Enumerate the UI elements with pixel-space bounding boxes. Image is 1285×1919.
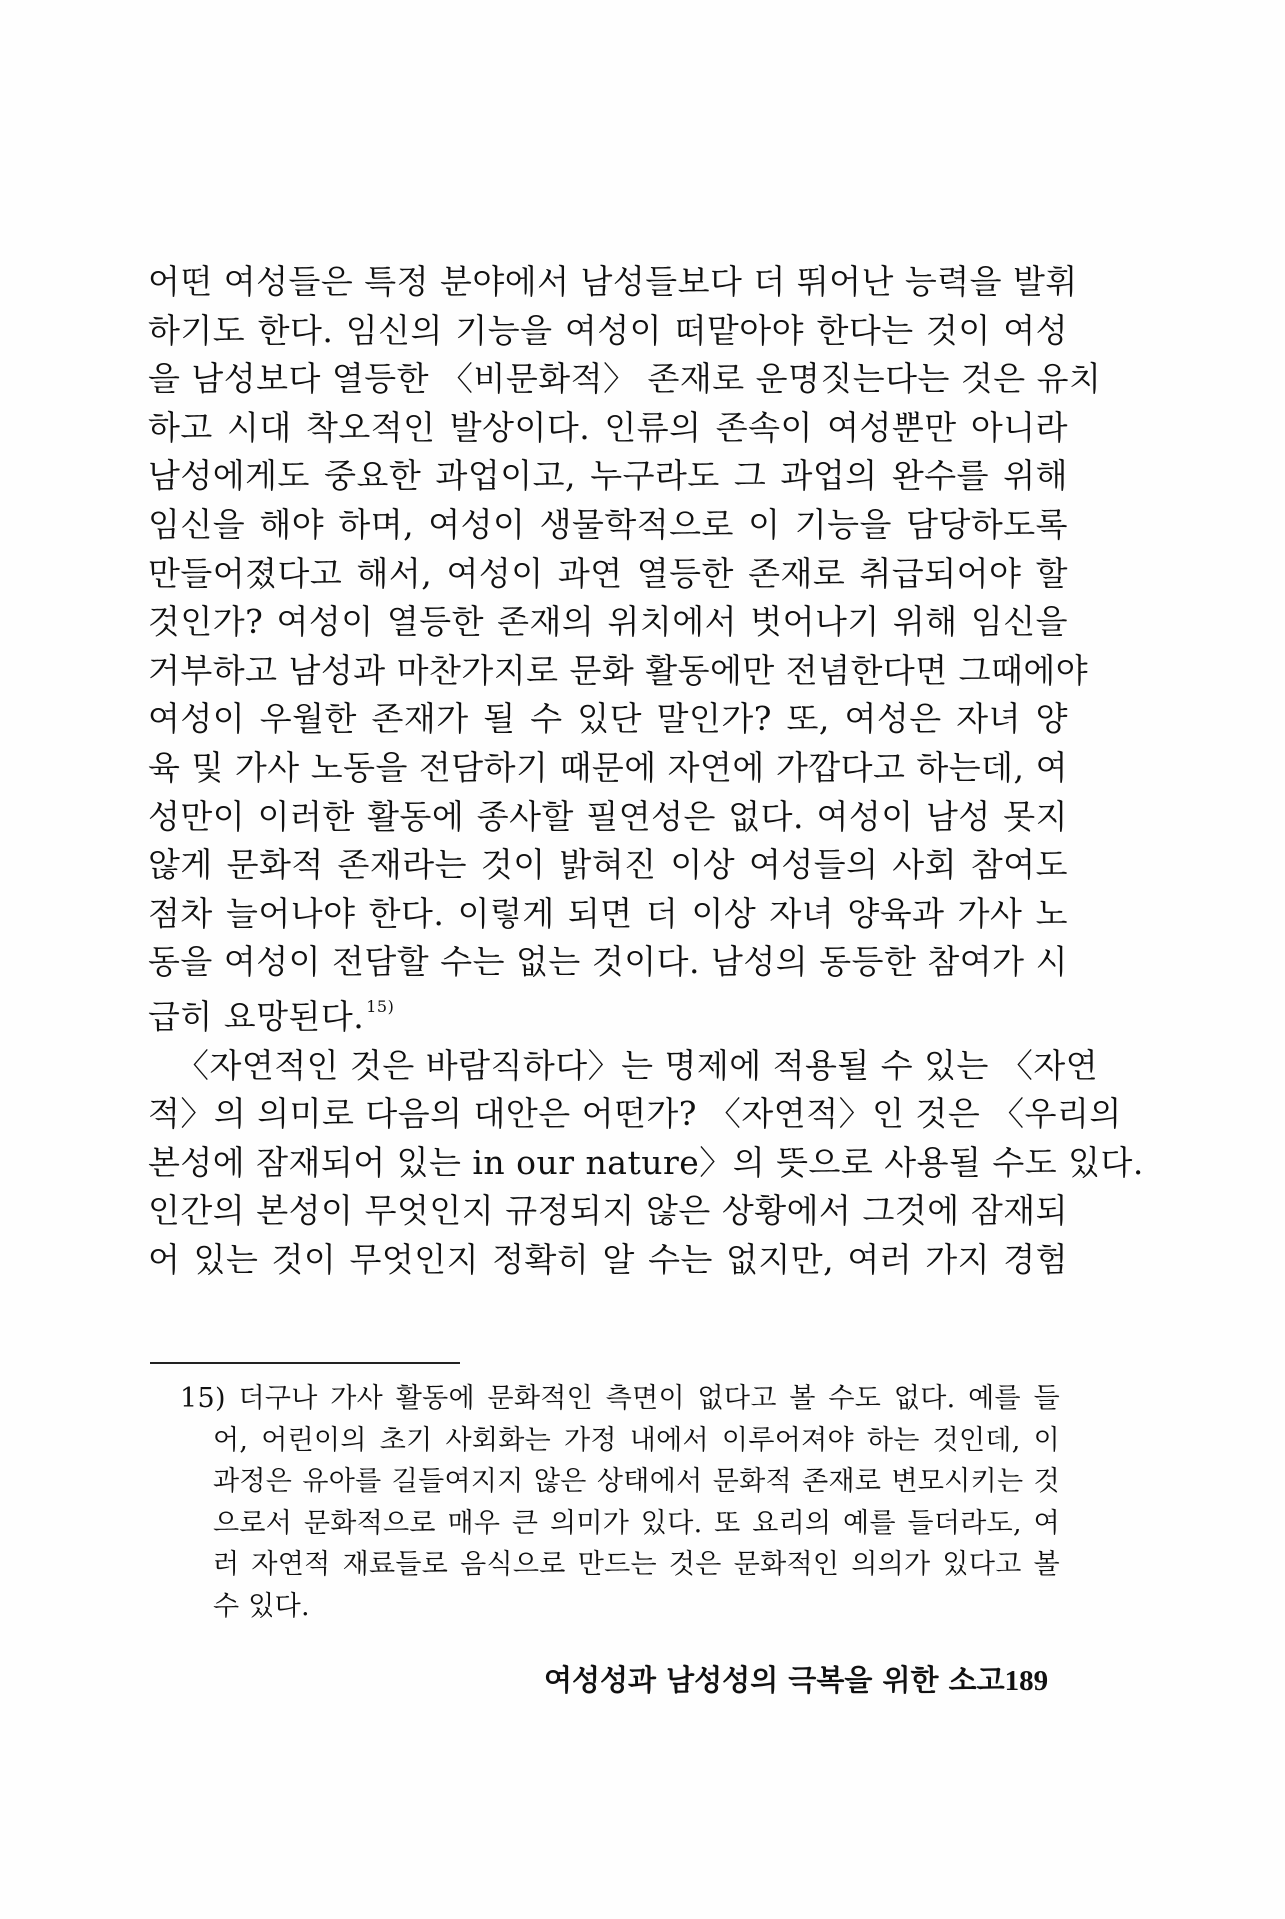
footnote-line: 15) 더구나 가사 활동에 문화적인 측면이 없다고 볼 수도 없다. 예를 들 xyxy=(180,1383,1060,1414)
paragraph-end-line xyxy=(148,987,1068,1042)
text-line: 점차 늘어나야 한다. 이렇게 되면 더 이상 자녀 양육과 가사 노 xyxy=(148,893,1068,933)
main-text xyxy=(148,258,1144,1284)
text-line: 만들어졌다고 해서, 여성이 과연 열등한 존재로 취급되어야 할 xyxy=(148,553,1068,593)
running-footer xyxy=(544,1658,1049,1699)
text-line: 을 남성보다 열등한 〈비문화적〉 존재로 운명짓는다는 것은 유치 xyxy=(148,359,1102,399)
footnote-block xyxy=(180,1378,1060,1627)
page-number: 189 xyxy=(1004,1665,1049,1697)
text-line: 어떤 여성들은 특정 분야에서 남성들보다 더 뛰어난 능력을 발휘 xyxy=(148,262,1078,301)
footnote-reference: 15) xyxy=(366,996,395,1016)
running-title: 여성성과 남성성의 극복을 위한 소고 xyxy=(544,1663,1005,1697)
text-line: 육 및 가사 노동을 전담하기 때문에 자연에 가깝다고 하는데, 여 xyxy=(148,747,1068,787)
footnote-line: 러 자연적 재료들로 음식으로 만드는 것은 문화적인 의의가 있다고 볼 xyxy=(213,1549,1060,1580)
footnote-divider xyxy=(150,1362,460,1364)
footnote-line: 과정은 유아를 길들여지지 않은 상태에서 문화적 존재로 변모시키는 것 xyxy=(213,1466,1060,1497)
text-line: 임신을 해야 하며, 여성이 생물학적으로 이 기능을 담당하도록 xyxy=(148,504,1068,544)
footnote-line: 어, 어린이의 초기 사회화는 가정 내에서 이루어져야 하는 것인데, 이 xyxy=(213,1424,1060,1456)
text-line: 거부하고 남성과 마찬가지로 문화 활동에만 전념한다면 그때에야 xyxy=(148,650,1089,690)
footnote-line: 수 있다. xyxy=(213,1590,310,1622)
text-line: 본성에 잠재되어 있는 in our nature〉의 뜻으로 사용될 수도 있다. xyxy=(148,1142,1144,1182)
text-line: 인간의 본성이 무엇인지 규정되지 않은 상황에서 그것에 잠재되 xyxy=(148,1191,1068,1231)
text-line: 하고 시대 착오적인 발상이다. 인류의 존속이 여성뿐만 아니라 xyxy=(148,407,1068,447)
text-line: 하기도 한다. 임신의 기능을 여성이 떠맡아야 한다는 것이 여성 xyxy=(148,310,1068,350)
text-line: 남성에게도 중요한 과업이고, 누구라도 그 과업의 완수를 위해 xyxy=(148,456,1068,496)
text-line: 동을 여성이 전담할 수는 없는 것이다. 남성의 동등한 참여가 시 xyxy=(148,942,1068,982)
footnote-line: 으로서 문화적으로 매우 큰 의미가 있다. 또 요리의 예를 들더라도, 여 xyxy=(213,1507,1060,1539)
paragraph-end-text: 급히 요망된다. xyxy=(148,996,365,1036)
text-line: 적〉의 의미로 다음의 대안은 어떤가? 〈자연적〉인 것은 〈우리의 xyxy=(148,1094,1122,1134)
text-line: 성만이 이러한 활동에 종사할 필연성은 없다. 여성이 남성 못지 xyxy=(148,796,1068,836)
text-line: 않게 문화적 존재라는 것이 밝혀진 이상 여성들의 사회 참여도 xyxy=(148,845,1068,885)
text-line: 어 있는 것이 무엇인지 정확히 알 수는 없지만, 여러 가지 경험 xyxy=(148,1239,1068,1279)
text-line: 〈자연적인 것은 바람직하다〉는 명제에 적용될 수 있는 〈자연 xyxy=(176,1045,1099,1085)
text-line: 것인가? 여성이 열등한 존재의 위치에서 벗어나기 위해 임신을 xyxy=(148,602,1068,642)
text-line: 여성이 우월한 존재가 될 수 있단 말인가? 또, 여성은 자녀 양 xyxy=(148,699,1068,739)
